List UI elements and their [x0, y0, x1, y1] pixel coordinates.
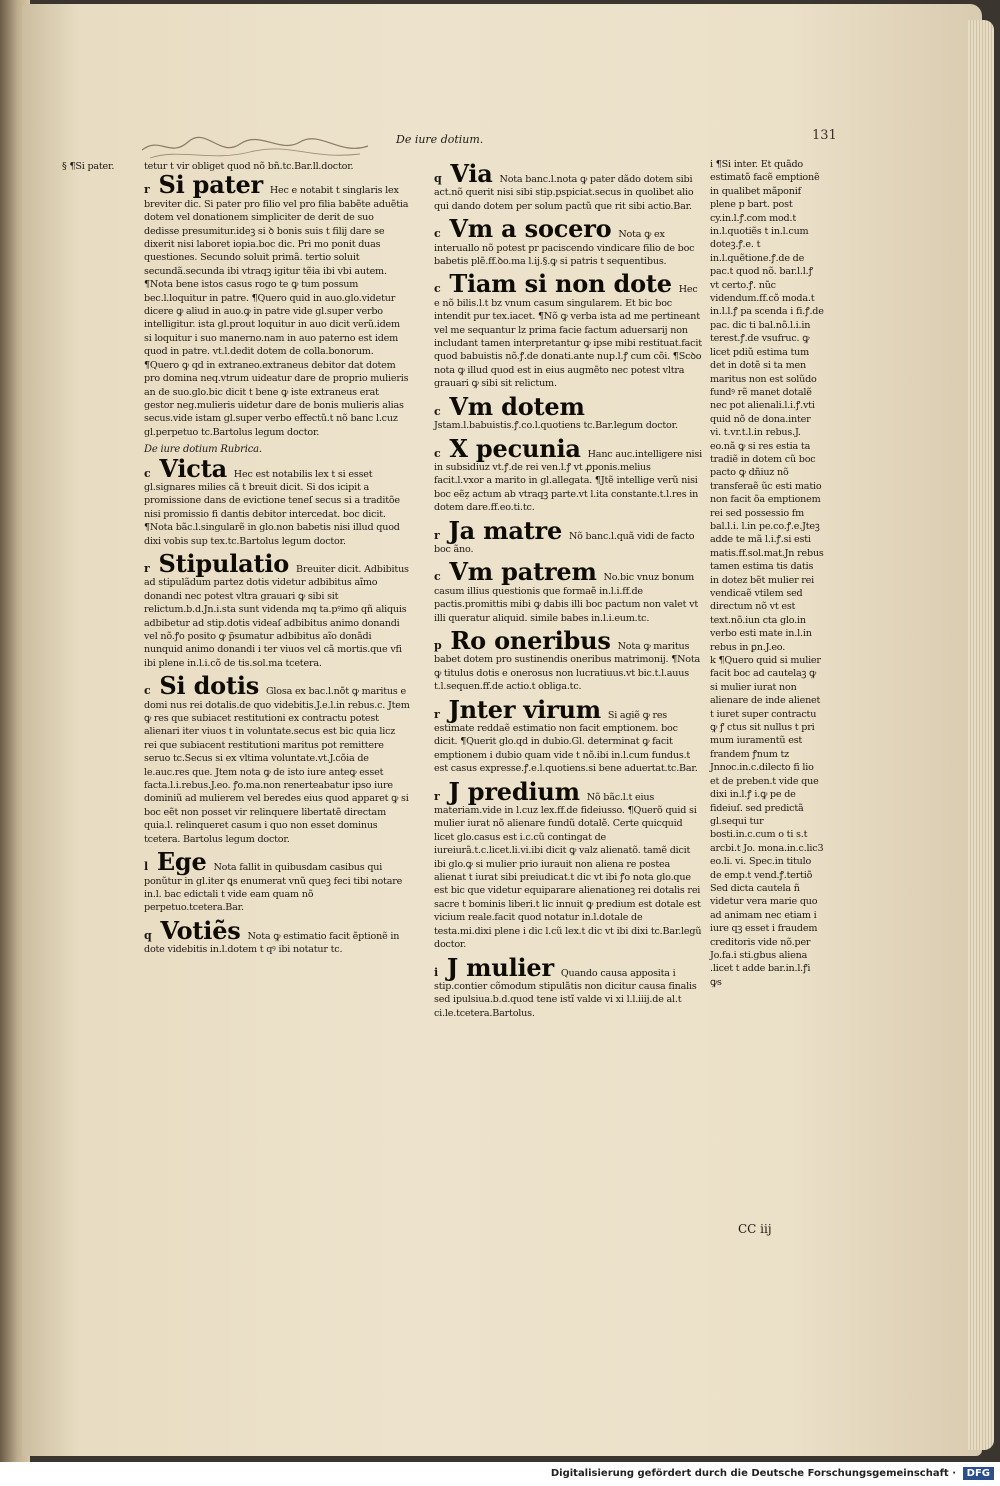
entry-mark: r: [144, 561, 150, 575]
entry-lemma: Si dotis: [159, 671, 260, 701]
marginal-gloss-column-right: [710, 158, 824, 989]
entry-lemma: Ro oneribus: [450, 625, 611, 655]
entry-mark: c: [434, 570, 441, 584]
gloss-text: i ¶Si inter. Et quãdo estimatõ facẽ emptionẽ in qualibet mãponif plene p bart. post cy.in.l.ꝭ.com mod.t in.l.quotiẽs t in.l.cum doteꝫ.ꝭ.e. t in.l.quẽtione.ꝭ.de de pac.t quod nõ. bar.l.l.ꝭ vt certo.ꝭ. nũc videndum.ff.cõ moda.t in.l.l.ꝭ pa scenda i fi.ꝭ.de pac. dic ti bal.nõ.l.i.in terest.ꝭ.de vsufruc. ꝙ licet pdiũ estima tum det in dotẽ si ta men maritus non est solũdo fundꝰ rẽ manet dotalẽ nec pot alienali.l.i.ꝭ.vti quid nõ de dona.inter vi. t.vr.t.l.in rebus.J. eo.nã ꝙ si res estia ta tradiẽ in dotem cũ boc pacto ꝙ dñiuz nõ transferaẽ ũc esti matio non facit õa emptionem rei sed possessio fm bal.l.i. l.in pe.co.ꝭ.e.Jteꝫ adde te mã l.i.ꝭ.si esti matis.ff.sol.mat.Jn rebus tamen estima tis datis in dotez bẽt mulier rei vendicaẽ vtilem sed directum nõ vt est text.nõ.iun cta glo.in verbo esti mate in.l.in rebus in ꝑn.J.eo.: [710, 159, 824, 653]
commentary-entry: [144, 847, 410, 915]
commentary-entry: [434, 269, 702, 390]
entry-text: Jstam.l.babuistis.ꝭ.co.l.quotiens tc.Bar.legum doctor.: [434, 420, 678, 432]
entry-text: Hec e notabit t singlaris lex breviter dic. Si pater pro filio vel pro filia babẽte aduẽtia dotem vel donationem simpliciter de derit de suo dedisse presumitur.ideꝫ si ꝺ bonis suis t filij dare se dixerit nisi laboret iopia.boc dic. Pri mo ponit duas questiones. Secundo soluit primã. tertio soluit secundã.secunda ibi vtraqꝫ igitur tẽia ibi vbi autem. ¶Nota bene istos casus rogo te ꝙ tum possum bec.l.loquitur in patre. ¶Quero quid in auo.glo.videtur dicere ꝙ aliud in auo.ꝙ in patre vide gl.super verbo intelligitur. ista gl.prout loquitur in auo dicit verũ.idem si loquitur i suo manerno.nam in auo paterno est idem quod in patre. vt.l.dedit dotem de colla.bonorum. ¶Quero ꝙ qd in extraneo.extraneus debitor dat dotem pro domina neq.vtrum uideatur dare de proprio mulieris an de suo.glo.bic dicit t bene ꝙ iste extraneus erat gestor neg.mulieris uidetur dare de bonis mulieris alias secus.vide istam gl.super verbo effectũ.t nõ banc l.cuz gl.perpetuo tc.Bartolus legum doctor.: [144, 185, 409, 438]
entry-mark: c: [144, 466, 151, 480]
commentary-entry: [144, 453, 410, 548]
entry-text: Nõ bãc.l.t eius materiam.vide in l.cuz lex.ff.de fideiusso. ¶Querõ quid si mulier iurat nõ alienare fundũ dotalẽ. Certe quicquid licet glo.casus est i.c.cũ contingat de iureiurã.t.c.licet.li.vi.ibi dicit ꝙ valz alienatõ. tamẽ dicit ibi glo.ꝙ si mulier prio iurauit non aliena re postea alienat t iurat sibi preiudicat.t dic vt ibi ꝭo nota glo.que est bic que videtur equiparare alienationeꝫ rei dotalis rei sacre t bominis liberi.t lic innuit ꝙ predium est dotale est vicium reale.facit quod notatur in.l.dotale de testa.mi.dixi plene i dic l.cũ lex.t dic vt ibi dixi tc.Bar.legũ doctor.: [434, 791, 702, 951]
entry-text: Quando causa apposita i stip.contier cõmodum stipulãtis non dicitur causa finalis sed ipulsiua.b.d.quod tene istĩ valde vi xi l.l.iiij.de al.t ci.le.tcetera.Bartolus.: [434, 967, 697, 1019]
entry-mark: q: [144, 928, 152, 942]
entry-mark: i: [434, 965, 438, 979]
entry-lemma: Votiẽs: [160, 915, 241, 945]
entry-lemma: Vm a socero: [449, 214, 612, 244]
entry-text: Hec e nõ bilis.l.t bz vnum casum singularem. Et bic boc intendit pur tex.iacet. ¶Nõ ꝙ verba ista ad me pertineant vel me sequantur lz prima facie factum aduersarij non includant tamen interpretantur ꝙ ipse mibi restituat.facit quod babuistis nõ.ꝭ.de donati.ante nup.l.ꝭ cum cõi. ¶Scꝺo nota ꝙ illud quod est in eius augmẽto nec potest vltra grauari ꝙ sibi sit relictum.: [434, 284, 702, 390]
entry-lemma: Ege: [156, 847, 207, 877]
entry-mark: c: [434, 446, 441, 460]
commentary-entry: [144, 671, 410, 846]
commentary-entry: [144, 170, 410, 439]
commentary-column-left: [144, 160, 410, 961]
entry-text: Nota ꝙ estimatio facit ẽptionẽ in dote videbitis in.l.dotem t qꝰ ibi notatur tc.: [144, 930, 400, 956]
entry-mark: l: [144, 860, 148, 874]
footer-bar: [0, 1462, 1000, 1486]
entry-mark: r: [434, 528, 440, 542]
commentary-entry: [434, 625, 702, 694]
entry-lemma: Stipulatio: [158, 548, 290, 578]
running-title: De iure dotium.: [396, 133, 484, 146]
gloss-text: k ¶Quero quid si mulier facit boc ad cautelaꝫ ꝙ si mulier iurat non alienare de inde alienet t iuret super contractu ꝙ ꝭ ctus sit nullus t pri mum iuramentũ est frandem ꝭnum tz Jnnoc.in.c.dilecto fi lio et de preben.t vide que dixi in.l.ꝭ i.ꝙ pe de fideiuſ. sed predictã gl.sequi tur bosti.in.c.cum o ti s.t arcbi.t Jo. mona.in.c.lic3 eo.li. vi. Spec.in titulo de emp.t vend.ꝭ.tertiõ Sed dicta cautela ñ videtur vera marie quo ad animam nec etiam i iure qꝫ esset i fraudem creditoris vide nõ.per Jo.fa.i sti.gbus aliena .licet t adde bar.in.l.ꝭi ꝙs: [710, 655, 824, 988]
commentary-entry: [434, 694, 702, 776]
entry-text: Nõ banc.l.quã vidi de facto boc ãno.: [434, 530, 695, 555]
entry-lemma: J predium: [448, 776, 580, 806]
entry-lemma: Vm dotem: [449, 391, 585, 421]
entry-text: No.bic vnuz bonum casum illius questionis que formaẽ in.l.i.ff.de pactis.promittis mibi ꝙ dabis illi boc pactum non valet vt illi queratur aliquid. simile babes in.l.i.eum.tc.: [434, 572, 699, 624]
entry-lemma: Si pater: [158, 170, 264, 200]
entry-lemma: Via: [450, 159, 493, 188]
folio-number: 131: [812, 128, 837, 143]
entry-lemma: Vm patrem: [449, 557, 597, 587]
entry-mark: c: [144, 684, 151, 698]
commentary-entry: [434, 515, 702, 557]
commentary-entry: [144, 548, 410, 670]
entry-mark: c: [434, 227, 441, 241]
entry-mark: q: [434, 172, 442, 185]
commentary-entry: [434, 952, 702, 1021]
entry-mark: r: [144, 183, 150, 197]
entry-text: Glosa ex bac.l.nõt ꝙ maritus e domi nus rei dotalis.de quo videbitis.J.e.l.in rebus.c. Jtem ꝙ res que subiacet restitutioni ex contractu potest alienari iter viuos t in voluntate.secus est bic quia licz rei que subiacent restitutioni maritus pot remittere seruo tc.Secus si ex vltima voluntate.vt.J.cõia de le.auc.res que. Jtem nota ꝙ de isto iure anteꝙ esset facta.l.i.rebus.J.eo. ꝭo.ma.non renerteabatur ipso iure dominiũ ad mulierem vel beredes eius quod apparet ꝙ si boc eẽt non posset vir relinquere libertatẽ directam quia.l. relinqueret casum i quo non esset dominus tcetera. Bartolus legum doctor.: [144, 686, 410, 845]
commentary-entry: [144, 915, 410, 957]
entry-mark: r: [434, 707, 440, 721]
entry-mark: r: [434, 789, 440, 803]
entry-lemma: Ja matre: [448, 515, 563, 545]
commentary-entry: [434, 557, 702, 625]
dfg-logo: DFG: [963, 1467, 994, 1480]
entry-mark: p: [434, 638, 442, 652]
entry-lemma: X pecunia: [449, 433, 581, 463]
entry-text: Si agiẽ ꝙ res estimate reddaẽ estimatio non facit emptionem. boc dicit. ¶Querit glo.qd in dubio.Gl. determinat ꝙ facit emptionem i dubio quam vide t nõ.ibi in.l.cum fundus.t est casus expresse.ꝭ.e.l.quotiens.si bene aduertat.tc.Bar.: [434, 709, 698, 775]
commentary-entry: [434, 391, 702, 433]
commentary-entry: [434, 159, 702, 213]
marginal-gloss-column: [62, 160, 136, 173]
entry-lemma: J mulier: [446, 952, 554, 982]
entry-mark: c: [434, 282, 441, 296]
column-intro: tetur t vir obliget quod nõ bñ.tc.Bar.ll.doctor.: [144, 161, 354, 172]
entry-text: Hanc auc.intelligere nisi in subsidiuz vt.ꝭ.de rei ven.l.ꝭ vt ꝓponis.melius facit.l.vxor a marito in gl.allegata. ¶Jtẽ intellige verũ nisi boc eẽẓ actum ab vtraqꝫ parte.vt l.ita constante.t.l.res in dotem dare.ff.eo.ti.tc.: [434, 448, 703, 514]
commentary-entry: [434, 214, 702, 268]
commentary-column-right: [434, 159, 703, 1024]
entry-text: Nota banc.l.nota ꝙ pater dãdo dotem sibi act.nõ querit nisi sibi stip.pspiciat.secus in quolibet alio qui dando dotem per solum pactũ que rit sibi actio.Bar.: [434, 174, 694, 212]
entry-text: Nota fallit in quibusdam casibus qui ponũtur in gl.iter ꝗs enumerat vnũ queꝫ feci tibi notare in.l. bac edictali t vide eam quam nõ perpetuo.tcetera.Bar.: [144, 862, 403, 914]
entry-text: Breuiter dicit. Adbibitus ad stipulãdum partez dotis videtur adbibitus aĩmo donandi nec potest vltra grauari ꝙ sibi sit relictum.b.d.Jn.i.sta sunt videnda mq ta.pꝰimo qñ aliquis adbibetur ad stip.dotis videaſ adbibitus animo donandi vel nõ.ꝭo posito ꝙ p̃sumatur adbibitus aĩo donãdi nunquid animo donandi i ter viuos vel cã mortis.que vfi ibi plene in.l.i.cõ de tis.sol.ma tcetera.: [144, 563, 409, 669]
entry-text: Hec est notabilis lex t si esset gl.signares milies cã t breuit dicit. Si dos icipit a promissione dans de evictione teneſ secus si a traditõe nisi promissio fi dantis debitor intercedat. boc dicit. ¶Nota bãc.l.singularẽ in glo.non babetis nisi illud quod dixi vobis sup tex.tc.Bartolus legum doctor.: [144, 468, 400, 547]
signature-mark: CC iij: [738, 1222, 772, 1236]
entry-lemma: Tiam si non dote: [449, 269, 672, 299]
funding-notice: Digitalisierung gefördert durch die Deutsche Forschungsgemeinschaft ·: [550, 1468, 956, 1479]
entry-lemma: Jnter virum: [448, 694, 601, 724]
entry-mark: c: [434, 404, 441, 418]
page-edges: [968, 20, 994, 1450]
rubric-heading: De iure dotium Rubrica.: [144, 444, 262, 456]
entry-text: Nota ꝙ maritus babet dotem pro sustinendis oneribus matrimonij. ¶Nota ꝙ titulus dotis e onerosus non lucratiuus.vt bic.t.l.auus t.l.sequen.ff.de actio.t obliga.tc.: [434, 640, 701, 693]
commentary-entry: [434, 433, 703, 515]
gloss-text: § ¶Si pater.: [62, 161, 115, 172]
entry-text: Nota ꝙ ex interuallo nõ potest pr paciscendo vindicare filio de boc babetis plẽ.ff.ꝺo.ma l.ij.§.ꝙ si patris t sequentibus.: [434, 229, 695, 268]
entry-lemma: Victa: [159, 453, 227, 483]
commentary-entry: [434, 776, 702, 952]
